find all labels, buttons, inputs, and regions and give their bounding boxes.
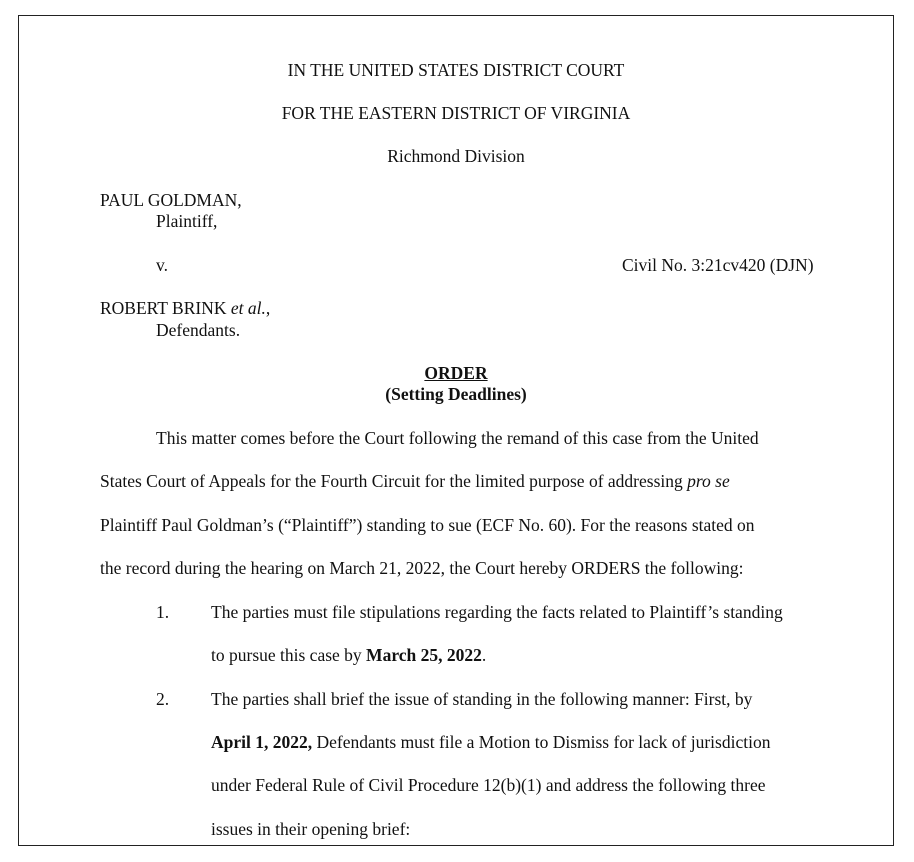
court-name-line-2: FOR THE EASTERN DISTRICT OF VIRGINIA [281,103,631,123]
order-subtitle: (Setting Deadlines) [385,384,527,404]
case-number: Civil No. 3:21cv420 (DJN) [622,255,814,275]
defendant-comma: , [265,298,271,318]
item-1-deadline: March 25, 2022 [366,645,482,665]
item-1-number: 1. [156,602,170,622]
item-1-period: . [481,645,487,665]
item-2-line-2 [211,731,770,753]
order-title: ORDER [424,363,488,383]
defendant-name [100,297,270,319]
item-1-line-1: The parties must file stipulations regarding the facts related to Plaintiff’s standing [211,602,783,622]
paragraph-line-4: the record during the hearing on March 21, 2022, the Court hereby ORDERS the following: [100,558,744,578]
item-1-line-2 [211,644,486,666]
paragraph-line-3: Plaintiff Paul Goldman’s (“Plaintiff”) standing to sue (ECF No. 60). For the reasons stated on [100,515,755,535]
item-2-deadline: April 1, 2022, [211,732,313,752]
court-name-line-1: IN THE UNITED STATES DISTRICT COURT [287,60,625,80]
plaintiff-role: Plaintiff, [156,211,218,231]
item-2-number: 2. [156,689,170,709]
item-2-line-1: The parties shall brief the issue of standing in the following manner: First, by [211,689,753,709]
plaintiff-name: PAUL GOLDMAN, [100,190,242,210]
versus-label: v. [156,255,168,275]
item-2-line-3: under Federal Rule of Civil Procedure 12(b)(1) and address the following three [211,775,766,795]
defendant-name-text: ROBERT BRINK [100,298,231,318]
item-2-line-2-text: Defendants must file a Motion to Dismiss for lack of jurisdiction [312,732,771,752]
defendant-et-al: et al. [230,298,266,318]
defendant-role: Defendants. [156,320,241,340]
court-division: Richmond Division [387,146,525,166]
paragraph-line-2-text: States Court of Appeals for the Fourth Circuit for the limited purpose of addressing [100,471,688,491]
pro-se-italic: pro se [687,471,730,491]
paragraph-line-1: This matter comes before the Court following the remand of this case from the United [156,428,759,448]
item-1-line-2-text: to pursue this case by [211,645,367,665]
item-2-line-4: issues in their opening brief: [211,819,411,839]
paragraph-line-2 [100,470,730,492]
